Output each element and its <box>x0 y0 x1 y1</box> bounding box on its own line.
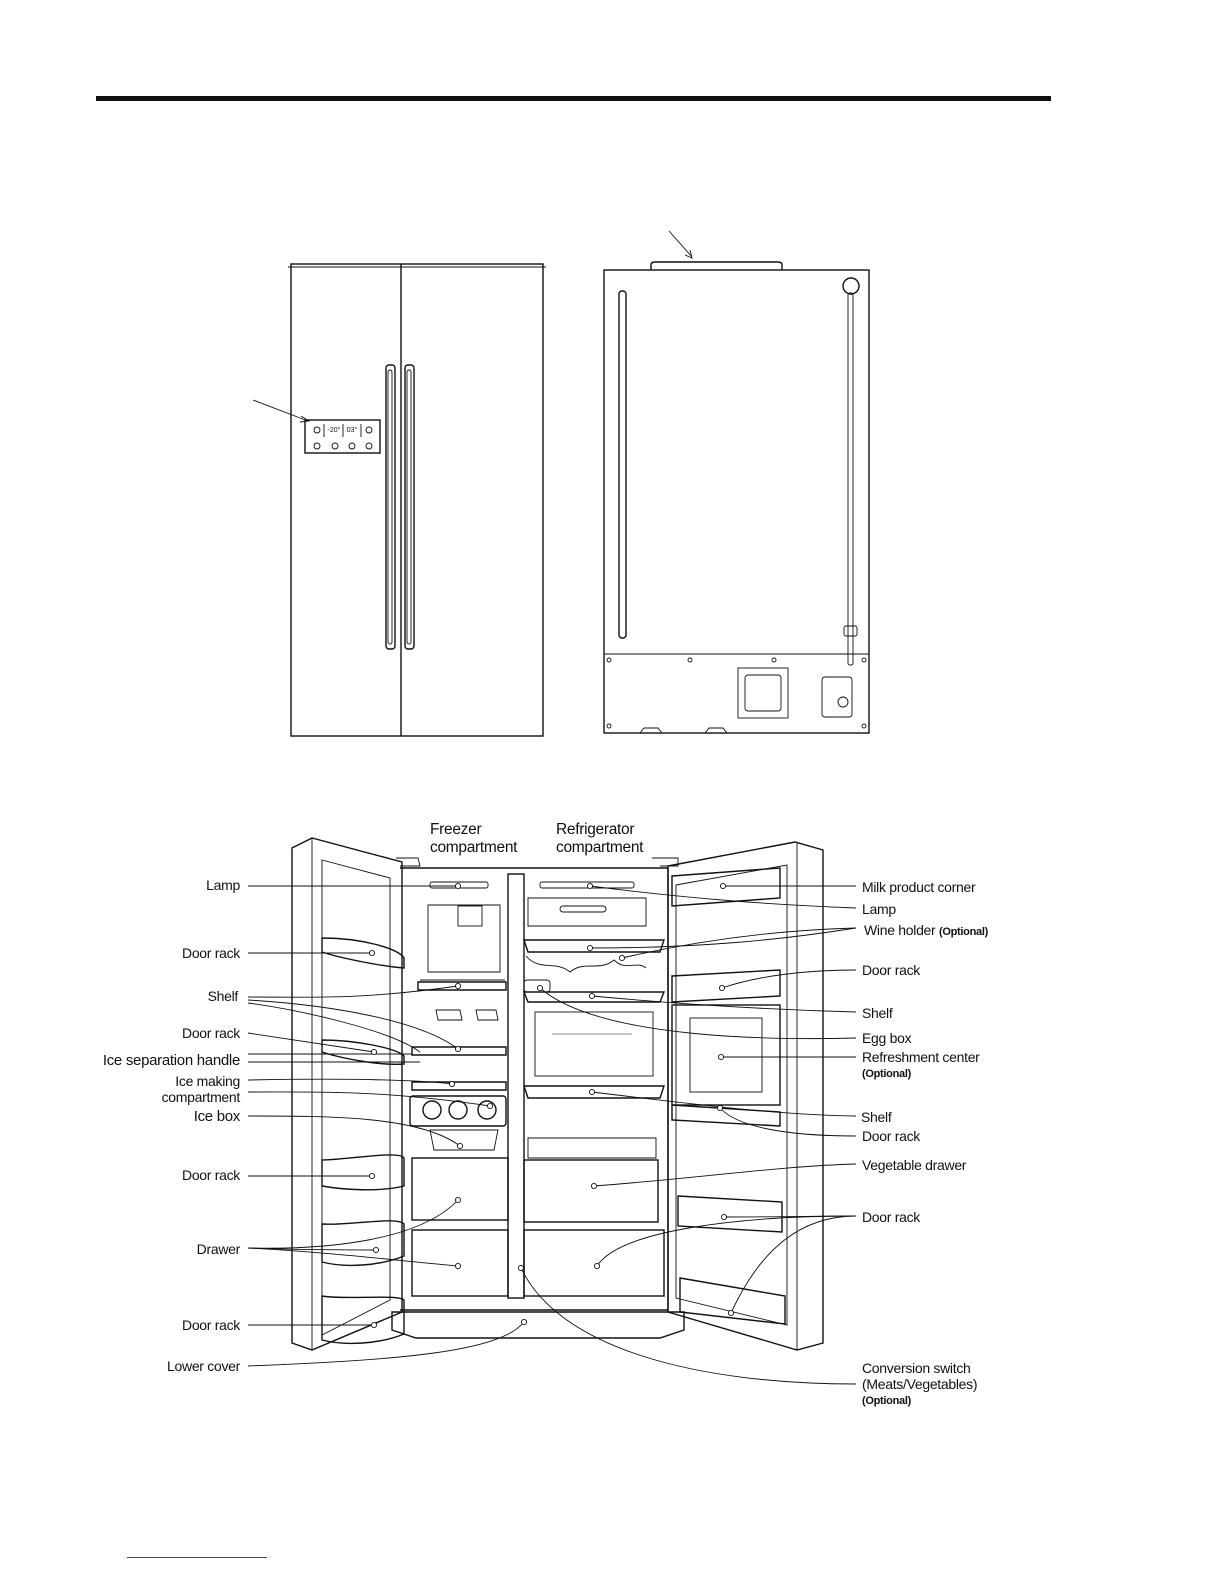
label-conversion-switch: Conversion switch (Meats/Vegetables) <box>862 1360 978 1392</box>
label-wine-holder <box>864 922 988 940</box>
label-shelf-right-2: Shelf <box>861 1109 892 1125</box>
control-panel <box>305 420 380 453</box>
optional-tag: (Optional) <box>862 1395 911 1407</box>
label-door-rack-right-1: Door rack <box>862 962 920 978</box>
display-freezer-temp: -20° <box>327 427 341 434</box>
front-view <box>253 264 546 736</box>
label-door-rack-left-4: Door rack <box>182 1317 240 1333</box>
label-ice-making-compartment: Ice making compartment <box>161 1073 240 1105</box>
label-refreshment-center: Refreshment center <box>862 1049 980 1065</box>
label-wine-holder-text: Wine holder <box>864 922 936 938</box>
optional-tag: (Optional) <box>862 1068 911 1080</box>
label-drawer: Drawer <box>196 1241 240 1257</box>
label-milk-product-corner: Milk product corner <box>862 879 976 895</box>
label-shelf-right-1: Shelf <box>862 1005 893 1021</box>
label-door-rack-right-3: Door rack <box>862 1209 920 1225</box>
back-view <box>604 231 869 733</box>
label-door-rack-left-1: Door rack <box>182 945 240 961</box>
label-egg-box: Egg box <box>862 1030 912 1046</box>
label-lamp-left: Lamp <box>206 877 240 893</box>
back-vents <box>607 658 866 733</box>
heading-refrigerator: Refrigerator compartment <box>556 821 644 856</box>
label-ice-box: Ice box <box>193 1108 240 1125</box>
heading-freezer: Freezer compartment <box>430 821 518 856</box>
label-ice-separation-handle: Ice separation handle <box>102 1052 240 1069</box>
label-door-rack-right-2: Door rack <box>862 1128 920 1144</box>
label-lamp-right: Lamp <box>862 901 896 917</box>
label-door-rack-left-3: Door rack <box>182 1167 240 1183</box>
footer-rule <box>127 1557 267 1558</box>
label-vegetable-drawer: Vegetable drawer <box>862 1157 967 1173</box>
optional-tag: (Optional) <box>939 926 988 938</box>
label-door-rack-left-2: Door rack <box>182 1025 240 1041</box>
label-shelf-left: Shelf <box>207 988 238 1004</box>
display-fridge-temp: 03° <box>346 427 358 434</box>
label-lower-cover: Lower cover <box>167 1358 240 1374</box>
